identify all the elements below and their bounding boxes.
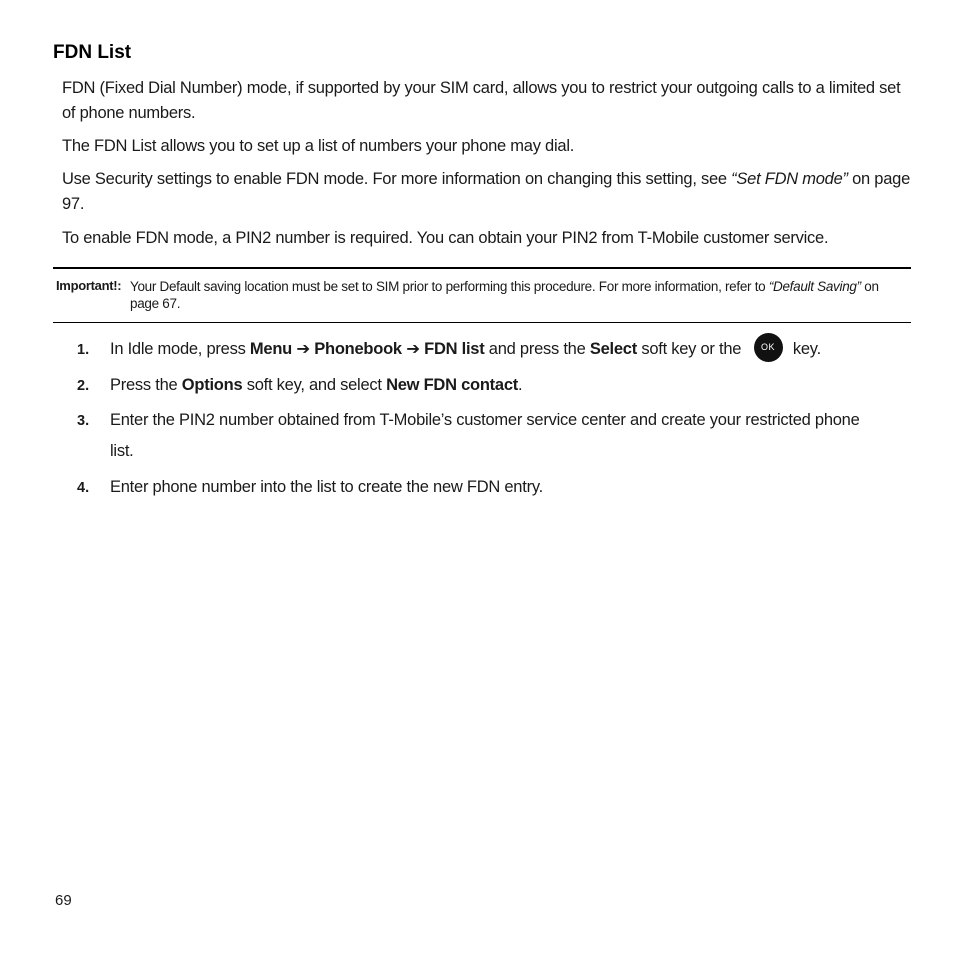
step-text-part: . — [518, 376, 523, 394]
step-number: 3. — [77, 413, 90, 429]
phonebook-term: Phonebook — [314, 340, 402, 358]
paragraph-fdn-mode: FDN (Fixed Dial Number) mode, if supported by your SIM card, allows you to restrict your outgoing calls to a limited set of phone numbers. — [62, 79, 901, 122]
step-text-part: soft key, and select — [242, 376, 387, 394]
paragraph-security-settings — [62, 167, 914, 217]
important-note — [53, 267, 911, 323]
fdn-list-term: FDN list — [424, 340, 485, 358]
step-number: 2. — [77, 378, 90, 394]
paragraph-text: Use Security settings to enable FDN mode. For more information on changing this setting, see — [62, 170, 732, 188]
arrow-separator: ➔ — [292, 340, 315, 358]
options-term: Options — [181, 376, 243, 394]
note-label: Important!: — [56, 278, 122, 293]
step-text: Enter the PIN2 number obtained from T-Mobile’s customer service center and create your restricted phone list. — [110, 411, 860, 460]
note-body: Your Default saving location must be set to SIM prior to performing this procedure. For more information, refer to — [130, 279, 769, 294]
step-text-part: soft key or the — [636, 340, 746, 358]
select-term: Select — [589, 340, 637, 358]
step-text — [110, 370, 870, 401]
paragraph-fdn-list: The FDN List allows you to set up a list of numbers your phone may dial. — [62, 137, 575, 155]
menu-term: Menu — [249, 340, 293, 358]
arrow-separator: ➔ — [401, 340, 425, 358]
step-text — [110, 334, 870, 365]
ok-key-icon: OK — [754, 333, 783, 362]
note-cross-reference[interactable]: “Default Saving” — [768, 279, 861, 294]
step-text-part: and press the — [484, 340, 590, 358]
new-fdn-contact-term: New FDN contact — [386, 376, 518, 394]
paragraph-text: on page 97. — [62, 170, 911, 213]
cross-reference-link[interactable]: “Set FDN mode” — [731, 170, 848, 188]
section-heading: FDN List — [53, 42, 132, 63]
step-text-part: Press the — [110, 376, 182, 394]
page-number: 69 — [55, 892, 72, 909]
note-text — [130, 278, 910, 312]
step-text-part: key. — [788, 340, 821, 358]
paragraph-pin2: To enable FDN mode, a PIN2 number is required. You can obtain your PIN2 from T-Mobile customer service. — [62, 229, 829, 247]
step-number: 4. — [77, 480, 90, 496]
step-number: 1. — [77, 342, 90, 358]
note-body: on page 67. — [130, 279, 879, 311]
step-text: Enter phone number into the list to create the new FDN entry. — [110, 478, 543, 496]
step-text-part: In Idle mode, press — [110, 340, 250, 358]
